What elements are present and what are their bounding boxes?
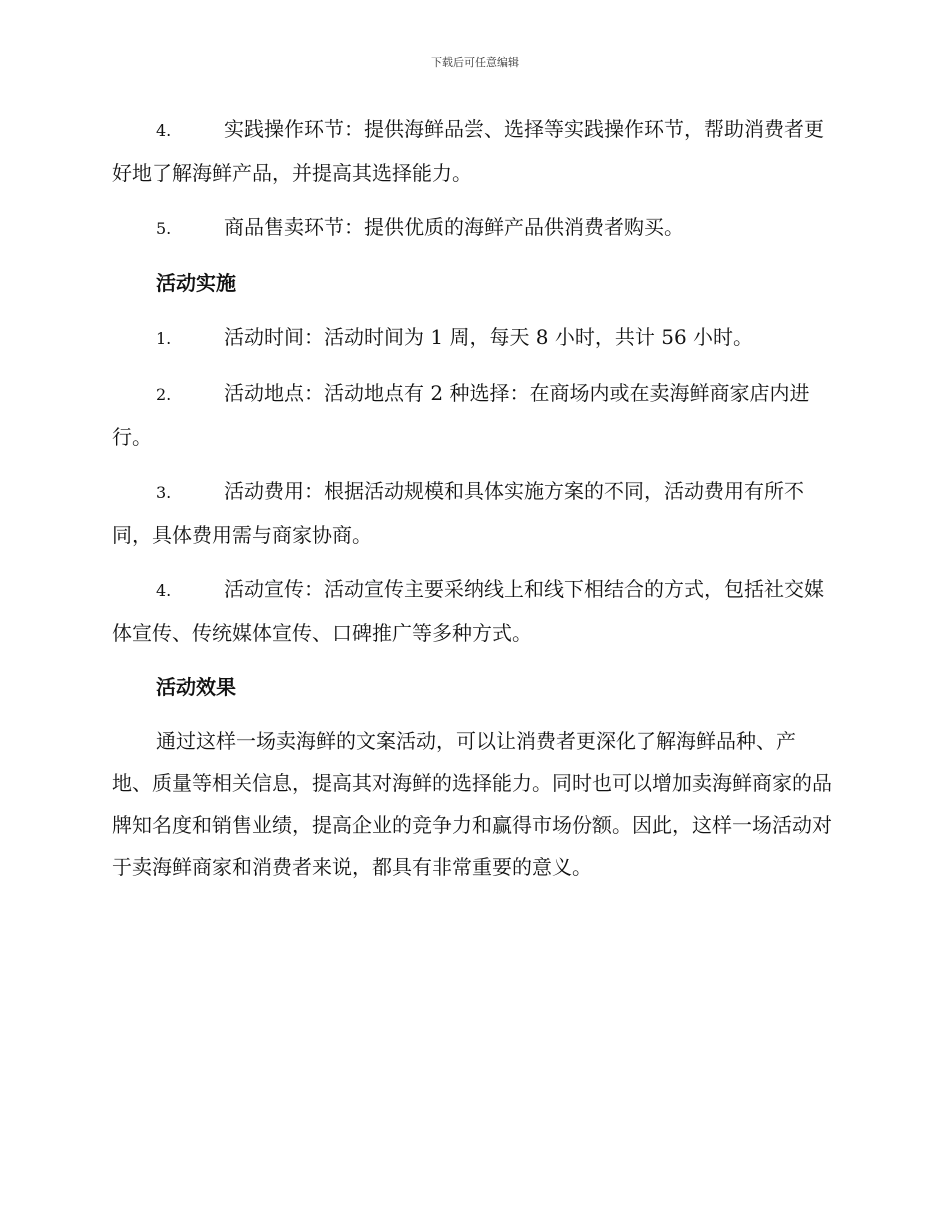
list-number: 3. [156, 483, 172, 502]
list-text: 商品售卖环节：提供优质的海鲜产品供消费者购买。 [224, 215, 684, 239]
effect-paragraph: 通过这样一场卖海鲜的文案活动，可以让消费者更深化了解海鲜品种、产地、质量等相关信息，提高其对海鲜的选择能力。同时也可以增加卖海鲜商家的品牌知名度和销售业绩，提高企业的竞争力和赢得市场份额。因此，这样一场活动对于卖海鲜商家和消费者来说，都具有非常重要的意义。 [112, 729, 832, 879]
list-item [112, 568, 834, 654]
list-number: 2. [156, 385, 172, 404]
list-item [112, 372, 834, 458]
document-body [112, 108, 834, 888]
list-number: 4. [156, 581, 172, 600]
list-text: 活动费用：根据活动规模和具体实施方案的不同，活动费用有所不同，具体费用需与商家协商。 [112, 479, 804, 547]
list-item [112, 316, 834, 360]
list-text: 实践操作环节：提供海鲜品尝、选择等实践操作环节，帮助消费者更好地了解海鲜产品，并提高其选择能力。 [112, 117, 824, 185]
list-text: 活动宣传：活动宣传主要采纳线上和线下相结合的方式，包括社交媒体宣传、传统媒体宣传、口碑推广等多种方式。 [112, 577, 824, 645]
section-heading-implementation: 活动实施 [156, 271, 236, 295]
list-item [112, 470, 834, 556]
list-number: 1. [156, 329, 172, 348]
list-number: 5. [156, 219, 172, 238]
page-header: 下载后可任意编辑 [431, 56, 519, 69]
list-item [112, 206, 834, 250]
list-number: 4. [156, 121, 172, 140]
list-text: 活动地点：活动地点有 2 种选择：在商场内或在卖海鲜商家店内进行。 [112, 381, 810, 449]
section-heading-effect: 活动效果 [156, 675, 236, 699]
list-item [112, 108, 834, 194]
list-text: 活动时间：活动时间为 1 周，每天 8 小时，共计 56 小时。 [224, 325, 754, 349]
